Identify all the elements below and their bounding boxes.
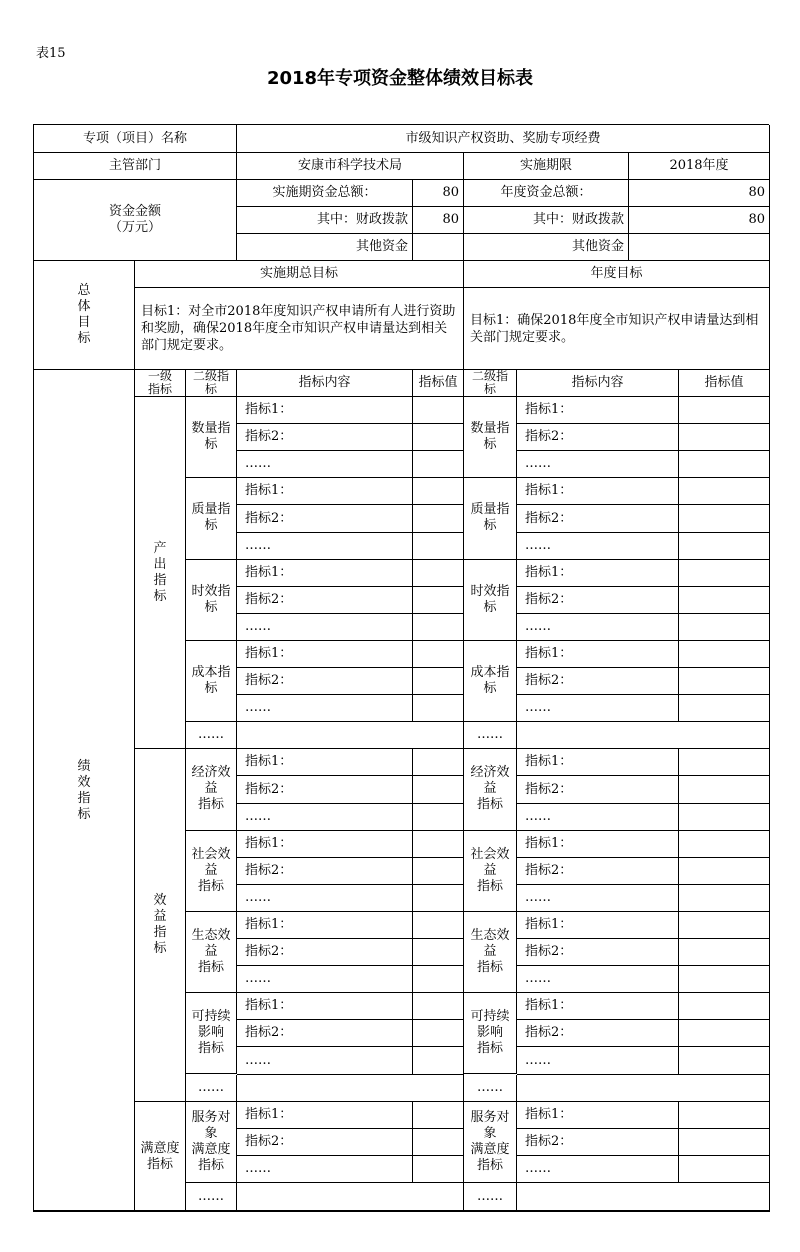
cell-line: 益 xyxy=(483,944,497,960)
performance-table xyxy=(33,124,769,1211)
cell-line: 指标 xyxy=(476,1041,503,1057)
funds-label-line: 资金金额 xyxy=(108,204,161,219)
indicator-content-year: 指标2： xyxy=(517,424,679,451)
indicator-content-year: 指标1： xyxy=(517,912,679,939)
sub-indicator-year xyxy=(464,478,517,559)
cell-line: 社会效 xyxy=(470,846,510,862)
indicator-value-year[interactable] xyxy=(679,1129,770,1156)
indicator-content-impl: …… xyxy=(237,1156,413,1183)
cell-line: 益 xyxy=(483,781,497,797)
funds-label xyxy=(34,180,237,261)
indicator-content-impl: 指标1： xyxy=(237,641,413,668)
impl-total-label: 实施期资金总额： xyxy=(237,180,413,207)
indicator-content-year: …… xyxy=(517,695,679,722)
cell-line: 数量指 xyxy=(470,421,510,437)
sub-indicator-impl xyxy=(186,912,237,993)
cell-line: 数量指 xyxy=(191,421,231,437)
indicator-value-year[interactable] xyxy=(679,966,770,993)
indicator-content-impl: 指标2： xyxy=(237,424,413,451)
cell-line: 出 xyxy=(153,556,167,572)
indicator-value-year[interactable] xyxy=(679,1102,770,1129)
sub-indicator-more-impl: …… xyxy=(186,1183,237,1212)
cell-line: 成本指 xyxy=(470,665,510,681)
indicator-content-impl: …… xyxy=(237,1047,413,1075)
indicator-content-impl: 指标1： xyxy=(237,478,413,505)
indicator-value-year[interactable] xyxy=(679,424,770,451)
period-label: 实施期限 xyxy=(464,153,629,180)
indicator-empty-year[interactable] xyxy=(517,1075,770,1102)
indicator-content-year: 指标2： xyxy=(517,668,679,695)
indicator-value-year[interactable] xyxy=(679,1047,770,1075)
sub-indicator-year xyxy=(464,749,517,830)
sub-indicator-impl xyxy=(186,749,237,830)
goals-section-char: 总 xyxy=(77,283,91,298)
sub-indicator-impl xyxy=(186,478,237,559)
cell-line: 可持续 xyxy=(470,1009,510,1025)
sub-indicator-more-year: …… xyxy=(464,1183,517,1212)
indicator-content-year: 指标1： xyxy=(517,831,679,858)
indicator-value-impl[interactable] xyxy=(413,451,464,478)
sub-indicator-impl xyxy=(186,641,237,722)
indicator-value-year[interactable] xyxy=(679,397,770,424)
indicator-value-year[interactable] xyxy=(679,885,770,912)
cell-line: 绩 xyxy=(77,758,91,774)
col-value-header-year: 指标值 xyxy=(679,370,770,397)
indicator-value-year[interactable] xyxy=(679,1156,770,1183)
department-value: 安康市科学技术局 xyxy=(237,153,464,180)
indicator-value-impl[interactable] xyxy=(413,858,464,885)
indicator-value-impl[interactable] xyxy=(413,1020,464,1047)
indicator-value-impl[interactable] xyxy=(413,560,464,587)
cell-line: 影响 xyxy=(197,1025,224,1041)
year-other-value xyxy=(629,234,770,261)
indicator-value-impl[interactable] xyxy=(413,478,464,505)
sub-indicator-more-impl: …… xyxy=(186,722,237,749)
indicator-content-impl: …… xyxy=(237,695,413,722)
cell-line: 指标 xyxy=(197,960,224,976)
indicator-content-year: 指标2： xyxy=(517,776,679,804)
cell-line: 标 xyxy=(204,382,217,396)
impl-other-label: 其他资金 xyxy=(237,234,413,261)
cell-line: 可持续 xyxy=(191,1009,231,1025)
indicator-empty-impl[interactable] xyxy=(237,722,464,749)
indicator-content-impl: 指标1： xyxy=(237,993,413,1020)
indicator-value-year[interactable] xyxy=(679,695,770,722)
goals-section-label xyxy=(34,261,135,370)
indicator-value-impl[interactable] xyxy=(413,776,464,804)
sub-indicator-impl xyxy=(186,1102,237,1183)
cell-line: 指标 xyxy=(197,1041,224,1057)
cell-line: 生态效 xyxy=(470,928,510,944)
col-content-header-impl: 指标内容 xyxy=(237,370,413,397)
year-other-label: 其他资金 xyxy=(464,234,629,261)
indicator-value-year[interactable] xyxy=(679,858,770,885)
indicator-value-impl[interactable] xyxy=(413,668,464,695)
col-level2-header-year xyxy=(464,370,517,397)
sub-indicator-impl xyxy=(186,560,237,641)
cell-line: 指标 xyxy=(476,1157,503,1173)
impl-total-value: 80 xyxy=(413,180,464,207)
sub-indicator-year xyxy=(464,831,517,912)
indicator-value-impl[interactable] xyxy=(413,1102,464,1129)
indicator-value-impl[interactable] xyxy=(413,885,464,912)
indicator-value-impl[interactable] xyxy=(413,424,464,451)
indicator-value-impl[interactable] xyxy=(413,695,464,722)
indicator-content-year: 指标2： xyxy=(517,1129,679,1156)
indicator-value-impl[interactable] xyxy=(413,939,464,966)
cell-line: 象 xyxy=(483,1125,497,1141)
indicator-value-year[interactable] xyxy=(679,1020,770,1047)
department-label: 主管部门 xyxy=(34,153,237,180)
cell-line: 指 xyxy=(153,925,167,940)
sub-indicator-impl xyxy=(186,993,237,1074)
goals-section-char: 目 xyxy=(77,315,91,330)
cell-line: 满意度 xyxy=(470,1141,510,1157)
cell-line: 标 xyxy=(483,518,497,534)
indicator-content-impl: 指标2： xyxy=(237,587,413,614)
indicator-value-impl[interactable] xyxy=(413,912,464,939)
indicator-content-year: …… xyxy=(517,1156,679,1183)
cell-line: 指标 xyxy=(476,960,503,976)
indicator-value-year[interactable] xyxy=(679,804,770,831)
indicator-value-year[interactable] xyxy=(679,939,770,966)
year-total-label: 年度资金总额： xyxy=(464,180,629,207)
indicator-value-impl[interactable] xyxy=(413,966,464,993)
indicator-content-year: …… xyxy=(517,533,679,560)
cell-line: 象 xyxy=(204,1125,218,1141)
cell-line: 满意度 xyxy=(140,1140,180,1156)
cell-line: 质量指 xyxy=(191,502,231,518)
indicator-value-year[interactable] xyxy=(679,912,770,939)
cell-line: 标 xyxy=(77,806,91,822)
sub-indicator-more-year: …… xyxy=(464,1075,517,1102)
indicator-content-impl: 指标2： xyxy=(237,858,413,885)
sub-indicator-year xyxy=(464,641,517,722)
sub-indicator-year xyxy=(464,560,517,641)
cell-line: 指标 xyxy=(146,1156,173,1172)
cell-line: 标 xyxy=(204,437,218,453)
sub-indicator-more-impl: …… xyxy=(186,1075,237,1102)
indicator-value-impl[interactable] xyxy=(413,1156,464,1183)
cell-line: 时效指 xyxy=(191,583,231,599)
cell-line: 益 xyxy=(153,909,167,924)
indicator-value-impl[interactable] xyxy=(413,641,464,668)
indicator-value-impl[interactable] xyxy=(413,397,464,424)
cell-line: 指标 xyxy=(147,382,172,396)
year-goal-header: 年度目标 xyxy=(464,261,770,288)
cell-line: 产 xyxy=(153,540,167,556)
project-name-label: 专项（项目）名称 xyxy=(34,125,237,153)
sub-indicator-year xyxy=(464,912,517,993)
indicator-content-year: …… xyxy=(517,885,679,912)
sub-indicator-impl xyxy=(186,397,237,478)
indicator-content-year: 指标1： xyxy=(517,641,679,668)
indicator-content-year: …… xyxy=(517,614,679,641)
indicator-content-impl: 指标2： xyxy=(237,939,413,966)
indicator-content-impl: …… xyxy=(237,966,413,993)
indicator-content-year: 指标1： xyxy=(517,993,679,1020)
cell-line: 服务对 xyxy=(470,1109,510,1125)
cell-line: 二级指 xyxy=(471,370,508,383)
indicator-value-year[interactable] xyxy=(679,993,770,1020)
col-value-header-impl: 指标值 xyxy=(413,370,464,397)
cell-line: 生态效 xyxy=(191,928,231,944)
cell-line: 二级指 xyxy=(192,370,229,383)
indicator-content-year: 指标1： xyxy=(517,478,679,505)
impl-goal-text: 目标1：对全市2018年度知识产权申请所有人进行资助和奖励，确保2018年度全市知识产权申请量达到相关部门规定要求。 xyxy=(135,288,464,370)
indicator-content-impl: 指标1： xyxy=(237,749,413,776)
indicator-content-year: 指标2： xyxy=(517,1020,679,1047)
indicators-section-label xyxy=(34,370,135,1212)
indicator-value-year[interactable] xyxy=(679,668,770,695)
indicator-value-impl[interactable] xyxy=(413,505,464,533)
indicator-content-year: 指标2： xyxy=(517,505,679,533)
cell-line: 社会效 xyxy=(191,846,231,862)
indicator-value-impl[interactable] xyxy=(413,1047,464,1075)
cell-line: 标 xyxy=(483,599,497,615)
cell-line: 指标 xyxy=(476,797,503,813)
indicator-content-impl: 指标2： xyxy=(237,1129,413,1156)
indicator-value-year[interactable] xyxy=(679,478,770,505)
year-goal-text: 目标1：确保2018年度全市知识产权申请量达到相关部门规定要求。 xyxy=(464,288,770,370)
cell-line: 指标 xyxy=(197,878,224,894)
indicator-content-year: …… xyxy=(517,804,679,831)
cell-line: 标 xyxy=(483,437,497,453)
cell-line: 效 xyxy=(77,774,91,790)
level1-indicator xyxy=(135,749,186,1102)
funds-label-line: （万元） xyxy=(108,220,161,235)
col-content-header-year: 指标内容 xyxy=(517,370,679,397)
indicator-content-impl: …… xyxy=(237,451,413,478)
indicator-value-impl[interactable] xyxy=(413,749,464,776)
col-level1-header xyxy=(135,370,186,397)
cell-line: 指标 xyxy=(197,1157,224,1173)
indicator-content-impl: 指标2： xyxy=(237,1020,413,1047)
cell-line: 质量指 xyxy=(470,502,510,518)
indicator-value-year[interactable] xyxy=(679,641,770,668)
indicator-content-impl: 指标2： xyxy=(237,776,413,804)
sub-indicator-impl xyxy=(186,831,237,912)
impl-other-value xyxy=(413,234,464,261)
indicator-value-impl[interactable] xyxy=(413,533,464,560)
cell-line: 指标 xyxy=(197,797,224,813)
cell-line: 成本指 xyxy=(191,665,231,681)
col-level2-header-impl xyxy=(186,370,237,397)
indicator-content-impl: 指标1： xyxy=(237,1102,413,1129)
sub-indicator-year xyxy=(464,993,517,1074)
indicator-content-year: 指标2： xyxy=(517,587,679,614)
indicator-content-impl: …… xyxy=(237,885,413,912)
indicator-content-year: …… xyxy=(517,451,679,478)
indicator-value-impl[interactable] xyxy=(413,804,464,831)
indicator-content-impl: …… xyxy=(237,533,413,560)
indicator-content-impl: 指标2： xyxy=(237,505,413,533)
indicator-value-impl[interactable] xyxy=(413,831,464,858)
indicator-content-year: …… xyxy=(517,966,679,993)
table-label: 表15 xyxy=(36,46,66,61)
cell-line: 效 xyxy=(153,893,167,908)
indicator-content-year: …… xyxy=(517,1047,679,1075)
indicator-content-impl: 指标1： xyxy=(237,397,413,424)
period-value: 2018年度 xyxy=(629,153,770,180)
cell-line: 标 xyxy=(153,941,167,956)
goals-section-char: 体 xyxy=(77,299,91,314)
sub-indicator-year xyxy=(464,1102,517,1183)
cell-line: 益 xyxy=(204,862,218,878)
indicator-value-year[interactable] xyxy=(679,587,770,614)
indicator-value-year[interactable] xyxy=(679,451,770,478)
indicator-content-year: 指标1： xyxy=(517,749,679,776)
cell-line: 影响 xyxy=(476,1025,503,1041)
indicator-content-impl: 指标1： xyxy=(237,912,413,939)
cell-line: 标 xyxy=(483,681,497,697)
indicator-content-year: 指标1： xyxy=(517,560,679,587)
cell-line: 标 xyxy=(483,382,496,396)
table-bottom-border xyxy=(33,1210,769,1212)
indicator-content-impl: 指标2： xyxy=(237,668,413,695)
year-fiscal-label: 其中：财政拨款 xyxy=(464,207,629,234)
cell-line: 指 xyxy=(153,572,167,588)
indicator-empty-year[interactable] xyxy=(517,1183,770,1212)
cell-line: 益 xyxy=(204,944,218,960)
cell-line: 经济效 xyxy=(470,765,510,781)
indicator-value-year[interactable] xyxy=(679,560,770,587)
cell-line: 经济效 xyxy=(191,765,231,781)
indicator-content-year: 指标1： xyxy=(517,1102,679,1129)
indicator-value-year[interactable] xyxy=(679,505,770,533)
page-title: 2018年专项资金整体绩效目标表 xyxy=(266,68,534,89)
cell-line: 一级 xyxy=(147,370,172,383)
sub-indicator-more-year: …… xyxy=(464,722,517,749)
cell-line: 指 xyxy=(77,790,91,806)
indicator-value-year[interactable] xyxy=(679,776,770,804)
cell-line: 满意度 xyxy=(191,1141,231,1157)
indicator-value-impl[interactable] xyxy=(413,993,464,1020)
year-fiscal-value: 80 xyxy=(629,207,770,234)
cell-line: 标 xyxy=(204,599,218,615)
year-total-value: 80 xyxy=(629,180,770,207)
indicator-value-impl[interactable] xyxy=(413,587,464,614)
indicator-content-year: 指标2： xyxy=(517,858,679,885)
indicator-content-year: 指标1： xyxy=(517,397,679,424)
indicator-value-impl[interactable] xyxy=(413,1129,464,1156)
cell-line: 益 xyxy=(483,862,497,878)
cell-line: 服务对 xyxy=(191,1109,231,1125)
sub-indicator-year xyxy=(464,397,517,478)
impl-fiscal-value: 80 xyxy=(413,207,464,234)
cell-line: 指标 xyxy=(476,878,503,894)
indicator-content-impl: 指标1： xyxy=(237,560,413,587)
indicator-value-year[interactable] xyxy=(679,533,770,560)
project-name-value: 市级知识产权资助、奖励专项经费 xyxy=(237,125,770,153)
indicator-content-impl: …… xyxy=(237,804,413,831)
impl-fiscal-label: 其中：财政拨款 xyxy=(237,207,413,234)
indicator-empty-year[interactable] xyxy=(517,722,770,749)
indicator-value-year[interactable] xyxy=(679,831,770,858)
indicator-value-impl[interactable] xyxy=(413,614,464,641)
cell-line: 标 xyxy=(204,518,218,534)
cell-line: 益 xyxy=(204,781,218,797)
indicator-content-impl: …… xyxy=(237,614,413,641)
indicator-empty-impl[interactable] xyxy=(237,1075,464,1102)
indicator-content-impl: 指标1： xyxy=(237,831,413,858)
level1-indicator xyxy=(135,1102,186,1212)
indicator-value-year[interactable] xyxy=(679,614,770,641)
impl-goal-header: 实施期总目标 xyxy=(135,261,464,288)
cell-line: 标 xyxy=(153,588,167,604)
cell-line: 标 xyxy=(204,681,218,697)
indicator-value-year[interactable] xyxy=(679,749,770,776)
cell-line: 时效指 xyxy=(470,583,510,599)
indicator-empty-impl[interactable] xyxy=(237,1183,464,1212)
goals-section-char: 标 xyxy=(77,331,91,346)
level1-indicator xyxy=(135,397,186,749)
indicator-content-year: 指标2： xyxy=(517,939,679,966)
